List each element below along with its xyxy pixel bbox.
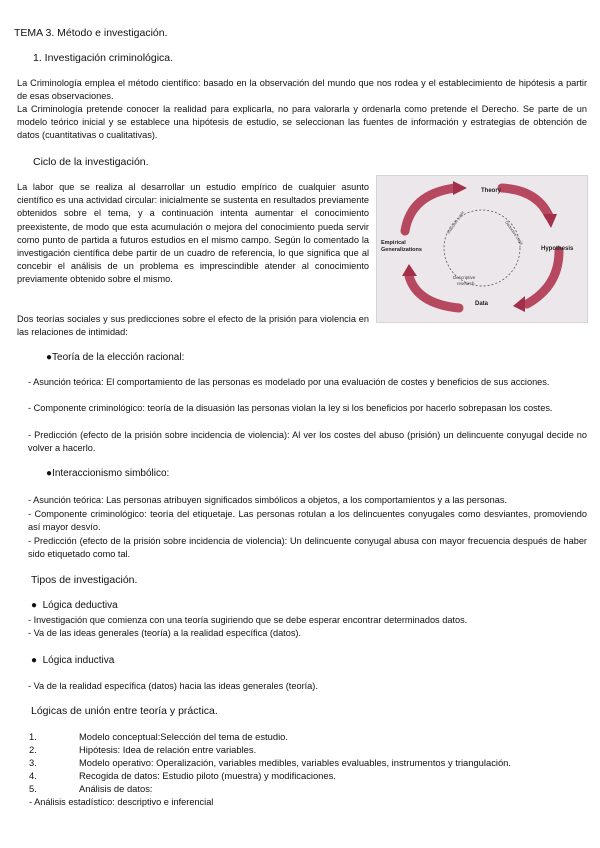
label-descriptive: Descriptive [453,275,476,280]
union-item-number: 5. [29,783,37,794]
rational-choice-heading-text: Teoría de la elección racional: [52,352,185,363]
union-item-number: 2. [29,744,37,755]
rational-item-3: - Predicción (efecto de la prisión sobre incidencia de violencia): Al ver los costes del abuso (prisión) un delincuente conyugal decide no volver a hacerlo. [28,430,587,454]
union-item-number: 3. [29,757,37,768]
label-empirical: Empirical [381,240,406,246]
union-item-text: Recogida de datos: Estudio piloto (muestra) y modificaciones. [79,770,336,781]
arrow-empirical-to-theory [405,188,455,231]
label-research: research [457,281,475,286]
symbolic-heading-text: Interaccionismo simbólico: [52,468,170,479]
union-item-text: Modelo conceptual:Selección del tema de estudio. [79,731,288,742]
union-item-text: Análisis de datos: [79,783,153,794]
arrow-theory-to-hypothesis [502,188,549,216]
union-item-text: Hipótesis: Idea de relación entre variables. [79,744,257,755]
cycle-paragraph: La labor que se realiza al desarrollar un estudio empírico de cualquier asunto científico es una actividad circular: inicialmente se sustenta en resultados previamente obtenidos sobre el tema, y a continuación intenta aumentar el conocimiento preexistente, de modo que esta acumulación o mejora del conocimiento pueda servir como punto de partida a futuros estudios en el mismo campo. Según lo comentado la investigación científica debe partir de un cuadro de referencia, lo que significa que al concebir el análisis de un problema es imprescindible atender al conocimiento previamente obtenido sobre el mismo. [17,182,369,285]
arrow-hypothesis-to-data [527,251,559,304]
union-item-number: 1. [29,731,37,742]
bullet-icon: ● [31,600,38,611]
arrowhead-empirical [402,264,417,276]
union-heading: Lógicas de unión entre teoría y práctica. [31,705,218,717]
intro-paragraph-2: La Criminología pretende conocer la realidad para explicarla, no para valorarla y ordenarla como pretende el Derecho. Se parte de un modelo teórico inicial y se establece una hipótesis de estudio, se seleccionan las fuentes de información y estrategias de obtención de datos (cuantitativas o cualitativas). [17,104,587,141]
arrowhead-hypothesis [543,214,557,228]
union-last-item: - Análisis estadístico: descriptivo e inferencial [29,797,214,807]
arrowhead-data [513,296,525,312]
inductive-heading [31,654,114,667]
label-inductive-logic: Inductive Logic [445,209,466,235]
inductive-heading-text: Lógica inductiva [42,655,115,666]
types-heading: Tipos de investigación. [31,574,138,586]
symbolic-item-1: - Asunción teórica: Las personas atribuyen significados simbólicos a objetos, a los comportamientos y a las personas. [28,495,508,505]
union-item-number: 4. [29,770,37,781]
label-deductive-logic: Deductive Logic [504,219,525,246]
research-cycle-figure [376,175,588,323]
rational-item-2: - Componente criminológico: teoría de la disuasión las personas violan la ley si los beneficios por hacerlo sobrepasan los costes. [28,403,553,413]
research-cycle-diagram [377,176,587,322]
symbolic-heading [46,467,169,480]
bullet-icon: ● [46,352,53,363]
bullet-icon: ● [46,468,53,479]
symbolic-item-3: - Predicción (efecto de la prisión sobre incidencia de violencia): Un delincuente conyugal abusa con mayor frecuencia después de haber sido etiquetado como tal. [28,536,587,560]
arrowhead-theory [453,181,467,195]
union-item-text: Modelo operativo: Operalización, variables medibles, variables evaluables, instrumentos y triangulación. [79,757,511,768]
bullet-icon: ● [31,655,38,666]
label-theory: Theory [481,188,502,194]
cycle-heading: Ciclo de la investigación. [33,156,149,168]
arrow-data-to-empirical [409,276,459,308]
two-theories-paragraph: Dos teorías sociales y sus predicciones sobre el efecto de la prisión para violencia en las relaciones de intimidad: [17,314,369,338]
deductive-item-2: - Va de las ideas generales (teoría) a la realidad específica (datos). [28,628,302,638]
rational-item-1: - Asunción teórica: El comportamiento de las personas es modelado por una evaluación de costes y beneficios de sus acciones. [28,377,550,387]
deductive-item-1: - Investigación que comienza con una teoría sugiriendo que se debe esperar encontrar determinados datos. [28,615,468,625]
deductive-heading [31,599,118,612]
rational-choice-heading [46,351,184,364]
section-heading-investigacion: 1. Investigación criminológica. [33,52,174,64]
inductive-item-1: - Va de la realidad específica (datos) hacia las ideas generales (teoría). [28,681,318,691]
deductive-heading-text: Lógica deductiva [42,600,118,611]
label-generalizations: Generalizations [381,247,422,253]
document-title: TEMA 3. Método e investigación. [14,27,168,39]
symbolic-item-2: - Componente criminológico: teoría del etiquetaje. Las personas rotulan a los delincuentes conyugales como desviantes, promoviendo así mayor desvío. [28,509,587,533]
intro-paragraph-1: La Criminología emplea el método científico: basado en la observación del mundo que nos rodea y el establecimiento de hipótesis a partir de esas observaciones. [17,78,587,102]
label-hypothesis: Hypothesis [541,246,574,252]
label-data: Data [475,301,489,307]
